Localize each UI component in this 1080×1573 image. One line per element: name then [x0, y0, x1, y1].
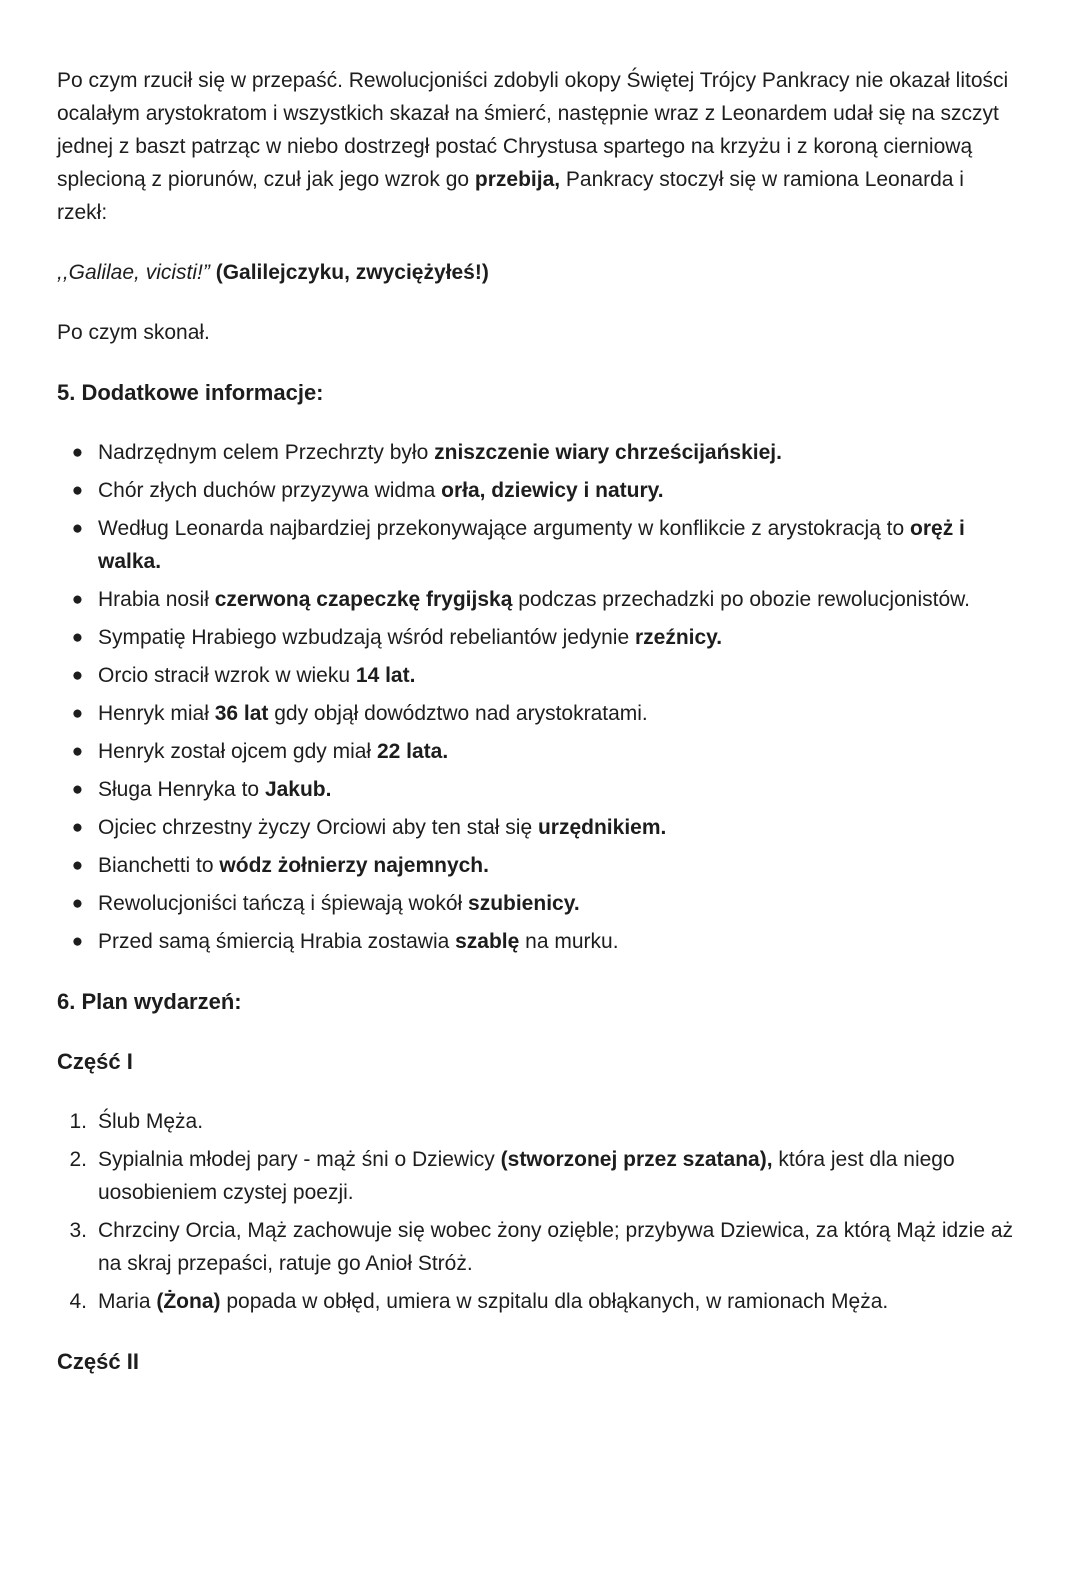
- item-bold: orła, dziewicy i natury.: [441, 479, 664, 502]
- list-item: [57, 925, 1017, 958]
- bullet-icon: ●: [71, 442, 84, 463]
- quote-latin-text: ,,Galilae, vicisti!”: [57, 261, 210, 284]
- item-text: Przed samą śmiercią Hrabia zostawia: [98, 930, 456, 953]
- item-text: Nadrzędnym celem Przechrzty było: [98, 441, 435, 464]
- item-text: Bianchetti to: [98, 854, 220, 877]
- list-item: [57, 887, 1017, 920]
- list-item-text: [98, 811, 1017, 844]
- list-item-text: [98, 583, 1017, 616]
- info-bullet-list: [57, 436, 1017, 958]
- item-text: Hrabia nosił: [98, 588, 215, 611]
- list-item: [57, 735, 1017, 768]
- list-item: [57, 659, 1017, 692]
- quote-translation: (Galilejczyku, zwyciężyłeś!): [215, 261, 489, 284]
- item-bold: rzeźnicy.: [634, 626, 723, 649]
- item-bold: (stworzonej przez szatana),: [500, 1148, 773, 1171]
- item-tail: która jest dla niego uosobieniem czystej poezji.: [98, 1148, 955, 1204]
- item-bold: (Żona): [156, 1290, 221, 1313]
- item-text: Chór złych duchów przyzywa widma: [98, 479, 442, 502]
- list-item: [57, 773, 1017, 806]
- list-item-text: [98, 436, 1017, 469]
- item-bold: urzędnikiem.: [537, 816, 667, 839]
- intro-paragraph: [57, 64, 1017, 229]
- item-text: Maria: [98, 1290, 157, 1313]
- item-bold: 22 lata.: [376, 740, 449, 763]
- item-text: Sympatię Hrabiego wzbudzają wśród rebeliantów jedynie: [98, 626, 635, 649]
- item-bold: 36 lat: [214, 702, 269, 725]
- part-1-heading: Część I: [57, 1049, 133, 1074]
- item-text: Ojciec chrzestny życzy Orciowi aby ten stał się: [98, 816, 538, 839]
- list-item: [57, 697, 1017, 730]
- item-bold: zniszczenie wiary chrześcijańskiej.: [434, 441, 782, 464]
- death-paragraph: Po czym skonał.: [57, 321, 210, 344]
- bullet-icon: ●: [71, 627, 84, 648]
- item-tail: podczas przechadzki po obozie rewolucjonistów.: [512, 588, 970, 611]
- section-5-heading: 5. Dodatkowe informacje:: [57, 380, 324, 405]
- item-bold: 14 lat.: [355, 664, 416, 687]
- bullet-icon: ●: [71, 518, 84, 539]
- list-item-text: [98, 1105, 1017, 1138]
- intro-paragraph-bold: przebija,: [474, 168, 561, 191]
- list-item: [57, 512, 1017, 578]
- bullet-icon: ●: [71, 855, 84, 876]
- bullet-icon: ●: [71, 931, 84, 952]
- item-bold: szablę: [455, 930, 520, 953]
- list-item-text: [98, 474, 1017, 507]
- list-number: 4.: [69, 1290, 87, 1313]
- item-text: Ślub Męża.: [98, 1110, 204, 1133]
- item-bold: wódz żołnierzy najemnych.: [219, 854, 489, 877]
- item-text: Henryk miał: [98, 702, 215, 725]
- bullet-icon: ●: [71, 893, 84, 914]
- part-2-heading: Część II: [57, 1349, 139, 1374]
- item-text: Chrzciny Orcia, Mąż zachowuje się wobec żony ozięble; przybywa Dziewica, za którą Mąż idzie aż na skraj przepaści, ratuje go Anioł Stróż.: [98, 1219, 1014, 1275]
- item-tail: na murku.: [519, 930, 619, 953]
- list-item-text: [98, 659, 1017, 692]
- item-text: Henryk został ojcem gdy miał: [98, 740, 377, 763]
- list-number: 3.: [69, 1219, 87, 1242]
- list-item-text: [98, 1214, 1017, 1280]
- item-text: Rewolucjoniści tańczą i śpiewają wokół: [98, 892, 469, 915]
- list-item-text: [98, 1285, 1017, 1318]
- plan-numbered-list: [57, 1105, 1017, 1318]
- bullet-icon: ●: [71, 817, 84, 838]
- list-item-text: [98, 697, 1017, 730]
- list-item-text: [98, 773, 1017, 806]
- list-item: [57, 436, 1017, 469]
- bullet-icon: ●: [71, 665, 84, 686]
- list-item: [57, 583, 1017, 616]
- quote-line: [57, 256, 1017, 289]
- item-bold: czerwoną czapeczkę frygijską: [214, 588, 513, 611]
- list-item: [57, 1285, 1017, 1318]
- bullet-icon: ●: [71, 589, 84, 610]
- intro-paragraph-text: Po czym rzucił się w przepaść. Rewolucjoniści zdobyli okopy Świętej Trójcy Pankracy nie okazał litości ocalałym arystokratom i wszystkich skazał na śmierć, następnie wraz z Leonardem udał się na szczyt jednej z baszt patrząc w niebo dostrzegł postać Chrystusa spartego na krzyżu i z koroną cierniową splecioną z piorunów, czuł jak jego wzrok go: [57, 69, 1009, 191]
- list-number: 1.: [69, 1110, 87, 1133]
- list-item: [57, 1214, 1017, 1280]
- intro-paragraph-tail: Pankracy stoczył się w ramiona Leonarda i rzekł:: [57, 168, 964, 224]
- item-bold: szubienicy.: [468, 892, 580, 915]
- list-item-text: [98, 512, 1017, 578]
- item-text: Sypialnia młodej pary - mąż śni o Dziewicy: [98, 1148, 501, 1171]
- list-item-text: [98, 735, 1017, 768]
- bullet-icon: ●: [71, 779, 84, 800]
- list-item: [57, 1105, 1017, 1138]
- list-item-text: [98, 925, 1017, 958]
- item-tail: gdy objął dowództwo nad arystokratami.: [268, 702, 648, 725]
- bullet-icon: ●: [71, 741, 84, 762]
- item-text: Orcio stracił wzrok w wieku: [98, 664, 356, 687]
- bullet-icon: ●: [71, 480, 84, 501]
- item-bold: oręż i walka.: [98, 517, 965, 573]
- item-bold: Jakub.: [264, 778, 332, 801]
- list-item: [57, 621, 1017, 654]
- item-tail: popada w obłęd, umiera w szpitalu dla obłąkanych, w ramionach Męża.: [220, 1290, 889, 1313]
- list-item: [57, 849, 1017, 882]
- bullet-icon: ●: [71, 703, 84, 724]
- list-item: [57, 811, 1017, 844]
- item-text: Według Leonarda najbardziej przekonywające argumenty w konflikcie z arystokracją to: [98, 517, 911, 540]
- list-item: [57, 1143, 1017, 1209]
- item-text: Sługa Henryka to: [98, 778, 265, 801]
- list-item-text: [98, 849, 1017, 882]
- list-item: [57, 474, 1017, 507]
- list-number: 2.: [69, 1148, 87, 1171]
- list-item-text: [98, 1143, 1017, 1209]
- list-item-text: [98, 621, 1017, 654]
- list-item-text: [98, 887, 1017, 920]
- section-6-heading: 6. Plan wydarzeń:: [57, 989, 242, 1014]
